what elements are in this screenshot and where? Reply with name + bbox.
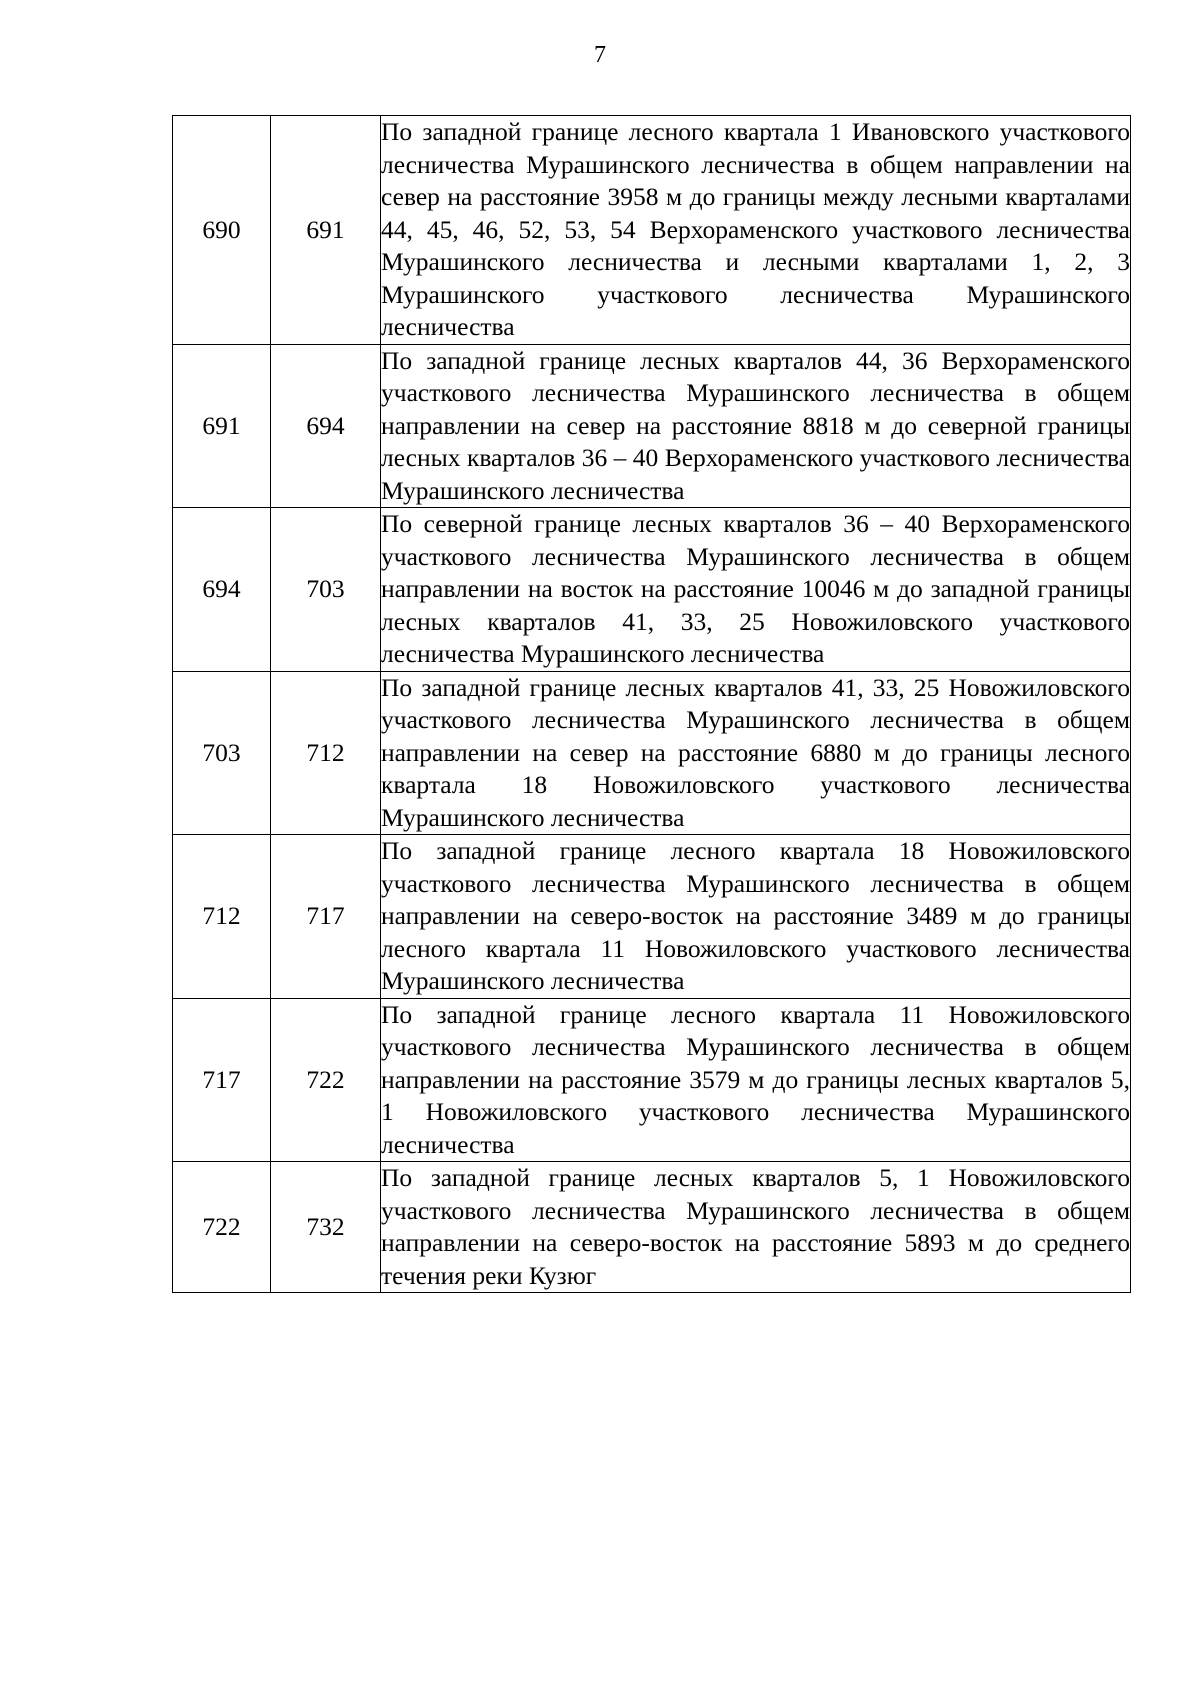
- from-point-cell: 712: [173, 835, 271, 999]
- from-point-cell: 694: [173, 508, 271, 672]
- table-row: [173, 998, 1131, 1162]
- page-number: 7: [594, 42, 606, 68]
- from-point-cell: 690: [173, 116, 271, 345]
- to-point-cell: 694: [271, 344, 381, 508]
- table-row: [173, 835, 1131, 999]
- to-point-cell: 732: [271, 1162, 381, 1293]
- table-row: [173, 344, 1131, 508]
- boundary-description-cell: По западной границе лесных кварталов 5, 1 Новожиловского участкового лесничества Мурашинского лесничества в общем направлении на северо-восток на расстояние 5893 м до среднего течения реки Кузюг: [381, 1162, 1131, 1293]
- table-row: [173, 116, 1131, 345]
- boundary-description-cell: По северной границе лесных кварталов 36 – 40 Верхораменского участкового лесничества Мурашинского лесничества в общем направлении на восток на расстояние 10046 м до западной границы лесных кварталов 41, 33, 25 Новожиловского участкового лесничества Мурашинского лесничества: [381, 508, 1131, 672]
- to-point-cell: 712: [271, 671, 381, 835]
- boundary-description-cell: По западной границе лесных кварталов 41, 33, 25 Новожиловского участкового лесничества Мурашинского лесничества в общем направлении на север на расстояние 6880 м до границы лесного квартала 18 Новожиловского участкового лесничества Мурашинского лесничества: [381, 671, 1131, 835]
- boundary-description-cell: По западной границе лесного квартала 1 Ивановского участкового лесничества Мурашинского лесничества в общем направлении на север на расстояние 3958 м до границы между лесными кварталами 44, 45, 46, 52, 53, 54 Верхораменского участкового лесничества Мурашинского лесничества и лесными кварталами 1, 2, 3 Мурашинского участкового лесничества Мурашинского лесничества: [381, 116, 1131, 345]
- to-point-cell: 722: [271, 998, 381, 1162]
- table-row: [173, 671, 1131, 835]
- to-point-cell: 703: [271, 508, 381, 672]
- from-point-cell: 722: [173, 1162, 271, 1293]
- table-row: [173, 1162, 1131, 1293]
- boundary-description-cell: По западной границе лесных кварталов 44, 36 Верхораменского участкового лесничества Мурашинского лесничества в общем направлении на север на расстояние 8818 м до северной границы лесных кварталов 36 – 40 Верхораменского участкового лесничества Мурашинского лесничества: [381, 344, 1131, 508]
- from-point-cell: 717: [173, 998, 271, 1162]
- from-point-cell: 691: [173, 344, 271, 508]
- boundary-description-cell: По западной границе лесного квартала 18 Новожиловского участкового лесничества Мурашинского лесничества в общем направлении на северо-восток на расстояние 3489 м до границы лесного квартала 11 Новожиловского участкового лесничества Мурашинского лесничества: [381, 835, 1131, 999]
- boundary-description-cell: По западной границе лесного квартала 11 Новожиловского участкового лесничества Мурашинского лесничества в общем направлении на расстояние 3579 м до границы лесных кварталов 5, 1 Новожиловского участкового лесничества Мурашинского лесничества: [381, 998, 1131, 1162]
- table-row: [173, 508, 1131, 672]
- to-point-cell: 717: [271, 835, 381, 999]
- from-point-cell: 703: [173, 671, 271, 835]
- to-point-cell: 691: [271, 116, 381, 345]
- boundary-table: [172, 115, 1131, 1293]
